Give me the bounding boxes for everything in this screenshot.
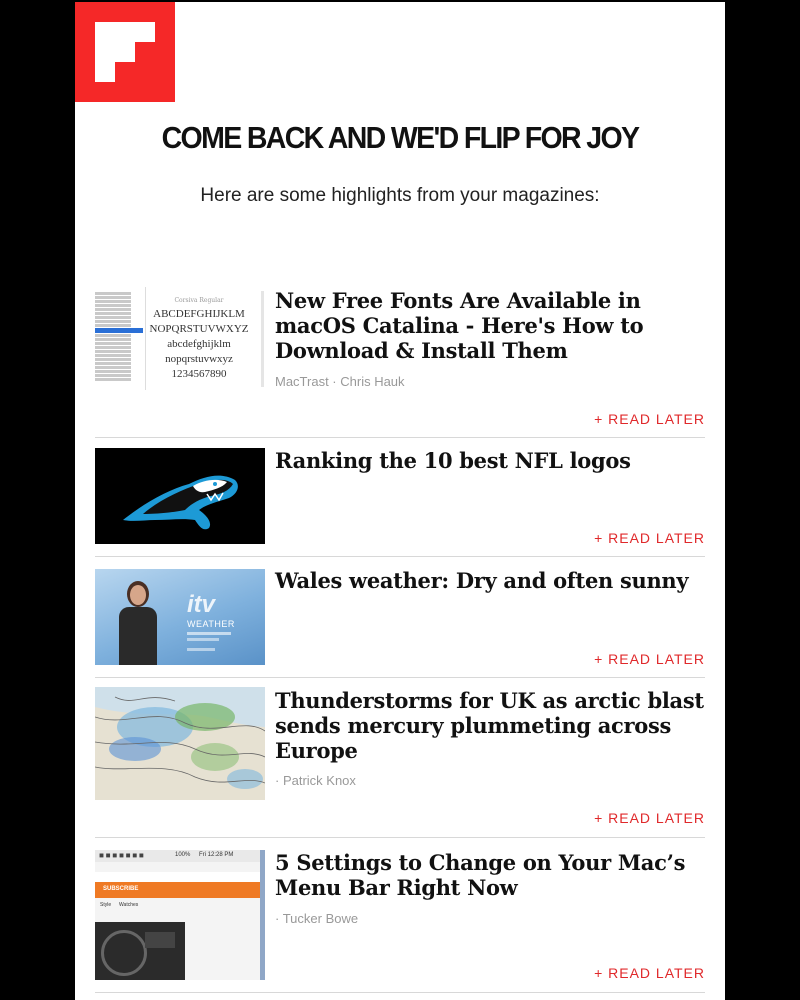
font-sample-line: NOPQRSTUVWXYZ [149, 323, 249, 335]
article-thumbnail-mac-menubar[interactable]: ◼ ◼ ◼ ◼ ◼ ◼ ◼ 100% Fri 12:28 PM SUBSCRIBE Style Watches [95, 850, 265, 980]
article-meta: · Patrick Knox [275, 773, 356, 788]
font-sample-line: ABCDEFGHIJKLM [153, 308, 245, 320]
article-thumbnail-weather[interactable] [95, 569, 265, 665]
read-later-button[interactable]: + READ LATER [594, 810, 705, 826]
article-title[interactable]: New Free Fonts Are Available in macOS Catalina - Here's How to Download & Install Them [275, 288, 644, 363]
font-sample-line: nopqrstuvwxyz [165, 353, 233, 365]
nav-item: Style [100, 902, 112, 908]
read-later-button[interactable]: + READ LATER [594, 411, 705, 427]
nav-item: Watches [119, 902, 139, 908]
page-headline: COME BACK AND WE'D FLIP FOR JOY [161, 120, 639, 155]
article-thumbnail-panther[interactable] [95, 448, 265, 544]
page-subhead: Here are some highlights from your magazines: [200, 185, 600, 206]
itv-logo: itv [187, 591, 216, 618]
clock-readout: Fri 12:28 PM [199, 852, 234, 858]
read-later-button[interactable]: + READ LATER [594, 651, 705, 667]
email-card [75, 2, 725, 1000]
flipboard-logo[interactable] [75, 2, 175, 102]
article-meta: · Tucker Bowe [275, 911, 359, 926]
font-name-label: Corsiva Regular [174, 297, 224, 304]
article-item [95, 677, 705, 838]
article-thumbnail-weather-map[interactable] [95, 687, 265, 800]
article-item [95, 557, 705, 678]
article-meta: MacTrast · Chris Hauk [275, 374, 405, 389]
read-later-button[interactable]: + READ LATER [594, 965, 705, 981]
battery-readout: 100% [175, 852, 191, 858]
article-title[interactable]: 5 Settings to Change on Your Mac’s Menu Bar Right Now [275, 850, 686, 900]
font-sample-line: abcdefghijklm [167, 338, 231, 350]
article-item [95, 837, 705, 993]
article-item [95, 287, 705, 438]
panther-logo-icon [95, 448, 265, 544]
font-sample-line: 1234567890 [171, 368, 227, 380]
subscribe-label: SUBSCRIBE [103, 886, 139, 892]
subscribe-bar [95, 882, 260, 898]
article-title[interactable]: Wales weather: Dry and often sunny [275, 568, 689, 593]
article-item [95, 437, 705, 557]
read-later-button[interactable]: + READ LATER [594, 530, 705, 546]
article-title[interactable]: Thunderstorms for UK as arctic blast sends mercury plummeting across Europe [275, 688, 704, 763]
weather-label: WEATHER [187, 619, 235, 629]
article-thumbnail-fonts[interactable] [95, 287, 265, 390]
weather-map-icon [95, 687, 265, 800]
article-title[interactable]: Ranking the 10 best NFL logos [275, 448, 631, 473]
